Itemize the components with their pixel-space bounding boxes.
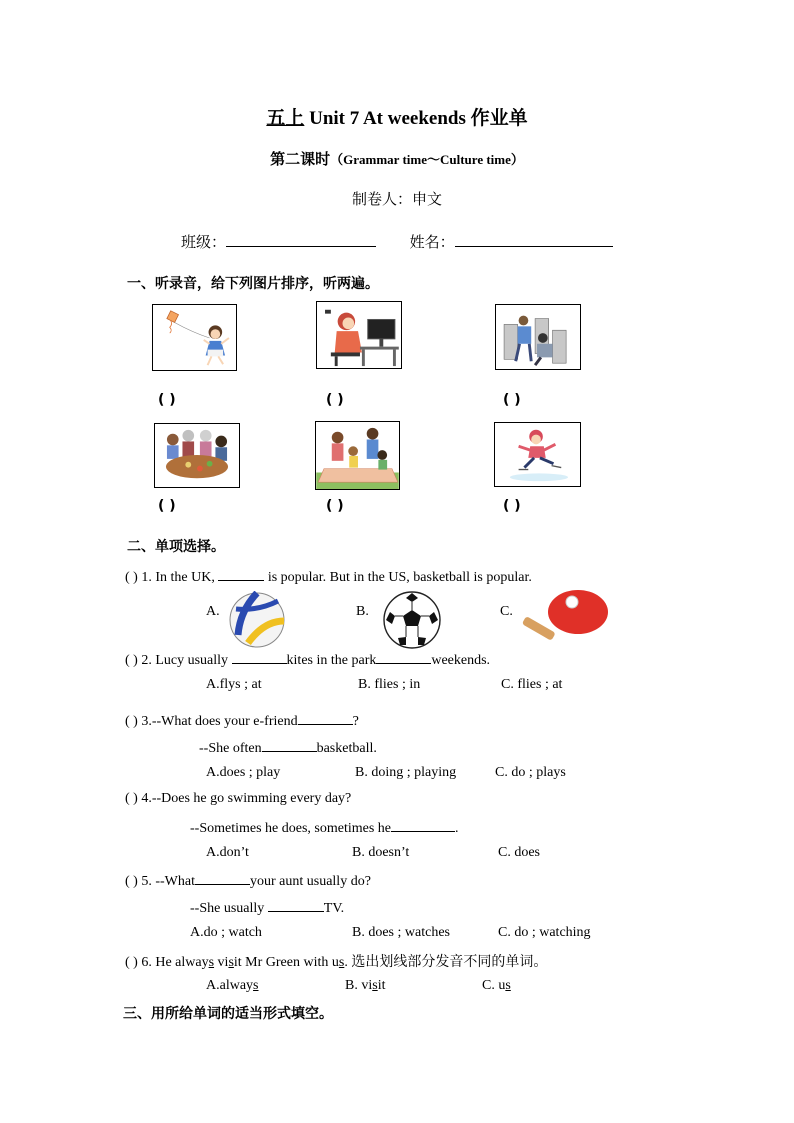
q5-line bbox=[125, 871, 371, 890]
ice-skating-icon bbox=[495, 423, 580, 486]
answer-paren-1[interactable]: ( ) bbox=[158, 392, 176, 408]
skating-picture bbox=[494, 422, 581, 487]
q5-blank-1[interactable] bbox=[195, 871, 250, 885]
q2-blank-2[interactable] bbox=[376, 650, 431, 664]
q5-line2 bbox=[190, 898, 344, 917]
q3-line bbox=[125, 711, 359, 730]
section3-heading: 三、用所给单词的适当形式填空。 bbox=[123, 1006, 333, 1022]
q1-option-a-label[interactable]: A. bbox=[206, 604, 220, 619]
kite-girl-picture bbox=[152, 304, 237, 371]
q6-b-pre: B. vi bbox=[345, 978, 373, 993]
q4-option-a[interactable]: A.don’t bbox=[206, 845, 249, 860]
answer-paren-4[interactable]: ( ) bbox=[158, 498, 176, 514]
title-suffix: 作业单 bbox=[470, 108, 528, 129]
family-dinner-picture bbox=[154, 423, 240, 488]
q5-line2-b: TV. bbox=[323, 901, 345, 916]
title-main: Unit 7 At weekends bbox=[309, 108, 466, 129]
q2-text-c: weekends. bbox=[431, 653, 491, 668]
answer-paren-2[interactable]: ( ) bbox=[326, 392, 344, 408]
q4-option-c[interactable]: C. does bbox=[498, 845, 540, 860]
q1-text-b: is popular. But in the US, basketball is popular. bbox=[267, 570, 532, 585]
q2-blank-1[interactable] bbox=[232, 650, 287, 664]
q6-underlined-s2: s bbox=[228, 955, 234, 970]
cinema-picture bbox=[495, 304, 581, 370]
q6-text-a: 6. He alway bbox=[141, 955, 209, 970]
class-name-line bbox=[181, 231, 613, 252]
q6-option-b[interactable] bbox=[345, 978, 385, 994]
q2-text-a: 2. Lucy usually bbox=[141, 653, 229, 668]
q3-blank-2[interactable] bbox=[262, 738, 317, 752]
q5-option-a[interactable]: A.do ; watch bbox=[190, 925, 262, 940]
q4-line2 bbox=[190, 818, 459, 837]
q6-underlined-s1: s bbox=[208, 955, 215, 970]
q1-text-a: 1. In the UK, bbox=[141, 570, 215, 585]
section1-heading: 一、听录音，给下列图片排序，听两遍。 bbox=[127, 276, 379, 292]
q6-instruction: 选出划线部分发音不同的单词。 bbox=[351, 954, 548, 970]
q6-c-underlined: s bbox=[505, 978, 511, 993]
q3-line2 bbox=[199, 738, 377, 757]
answer-paren-5[interactable]: ( ) bbox=[326, 498, 344, 514]
cinema-icon bbox=[496, 305, 580, 369]
q2-text-b: kites in the park bbox=[286, 653, 377, 668]
author-line: 制卷人：申文 bbox=[351, 190, 442, 208]
q5-option-c[interactable]: C. do ; watching bbox=[498, 925, 591, 940]
name-label: 姓名： bbox=[409, 233, 455, 251]
section2-heading: 二、单项选择。 bbox=[127, 539, 225, 555]
q6-option-a[interactable] bbox=[206, 978, 259, 994]
q6-line bbox=[125, 951, 547, 971]
q6-underlined-s3: s bbox=[338, 955, 345, 970]
q1-option-c-label[interactable]: C. bbox=[500, 604, 513, 619]
subtitle-cn: 第二课时 bbox=[270, 152, 331, 168]
q5-text-b: your aunt usually do? bbox=[249, 874, 371, 889]
q2-paren[interactable]: ( ) bbox=[125, 653, 138, 668]
q3-option-c[interactable]: C. do ; plays bbox=[495, 765, 566, 780]
q4-blank[interactable] bbox=[391, 818, 455, 832]
q2-option-b[interactable]: B. flies ; in bbox=[358, 677, 421, 692]
q6-option-c[interactable] bbox=[482, 978, 511, 994]
q5-blank-2[interactable] bbox=[268, 898, 324, 912]
q3-line2-a: --She often bbox=[199, 741, 262, 756]
q6-text-c: it Mr Green with u bbox=[233, 955, 339, 970]
q4-line2-b: . bbox=[455, 821, 459, 836]
q3-text-a: 3.--What does your e-friend bbox=[141, 714, 298, 729]
q6-c-pre: C. u bbox=[482, 978, 506, 993]
q6-a-underlined: s bbox=[253, 978, 259, 993]
title-prefix: 五上 bbox=[266, 108, 305, 129]
q5-option-b[interactable]: B. does ; watches bbox=[352, 925, 450, 940]
q1-paren[interactable]: ( ) bbox=[125, 570, 138, 585]
q5-text-a: 5. --What bbox=[141, 874, 195, 889]
subtitle-en: （Grammar time～Culture time） bbox=[330, 152, 524, 167]
answer-paren-3[interactable]: ( ) bbox=[503, 392, 521, 408]
computer-girl-icon bbox=[317, 302, 401, 368]
q1-blank[interactable] bbox=[218, 567, 264, 581]
q6-text-d: . bbox=[344, 955, 348, 970]
q5-line2-a: --She usually bbox=[190, 901, 265, 916]
q5-paren[interactable]: ( ) bbox=[125, 874, 138, 889]
q1-line bbox=[125, 567, 532, 586]
q3-blank-1[interactable] bbox=[298, 711, 353, 725]
q3-paren[interactable]: ( ) bbox=[125, 714, 138, 729]
q6-text-b: vi bbox=[214, 955, 229, 970]
football-icon[interactable] bbox=[382, 590, 442, 650]
q6-a-pre: A.alway bbox=[206, 978, 254, 993]
family-dinner-icon bbox=[155, 424, 239, 487]
q3-text-b: ? bbox=[352, 714, 359, 729]
q6-b-post: it bbox=[377, 978, 386, 993]
answer-paren-6[interactable]: ( ) bbox=[503, 498, 521, 514]
q2-option-c[interactable]: C. flies ; at bbox=[501, 677, 563, 692]
q3-option-a[interactable]: A.does ; play bbox=[206, 765, 281, 780]
q2-option-a[interactable]: A.flys ; at bbox=[206, 677, 262, 692]
q3-line2-b: basketball. bbox=[316, 741, 377, 756]
class-label: 班级： bbox=[181, 233, 227, 251]
q3-option-b[interactable]: B. doing ; playing bbox=[355, 765, 457, 780]
name-blank[interactable] bbox=[455, 232, 613, 247]
volleyball-icon[interactable] bbox=[228, 591, 286, 649]
lesson-subtitle bbox=[0, 148, 794, 169]
q4-option-b[interactable]: B. doesn’t bbox=[352, 845, 410, 860]
picnic-icon bbox=[316, 422, 399, 489]
computer-girl-picture bbox=[316, 301, 402, 369]
q6-b-underlined: s bbox=[372, 978, 378, 993]
q4-paren[interactable]: ( ) bbox=[125, 791, 138, 806]
q4-line2-a: --Sometimes he does, sometimes he bbox=[190, 821, 392, 836]
q6-paren[interactable]: ( ) bbox=[125, 955, 138, 970]
q2-line bbox=[125, 650, 490, 669]
q4-text-a: 4.--Does he go swimming every day? bbox=[141, 791, 352, 806]
q1-option-b-label[interactable]: B. bbox=[356, 604, 369, 619]
q4-line bbox=[125, 791, 351, 807]
class-blank[interactable] bbox=[226, 232, 376, 247]
kite-girl-icon bbox=[153, 305, 236, 370]
worksheet-title bbox=[0, 103, 794, 130]
table-tennis-icon[interactable] bbox=[514, 588, 610, 646]
picnic-picture bbox=[315, 421, 400, 490]
